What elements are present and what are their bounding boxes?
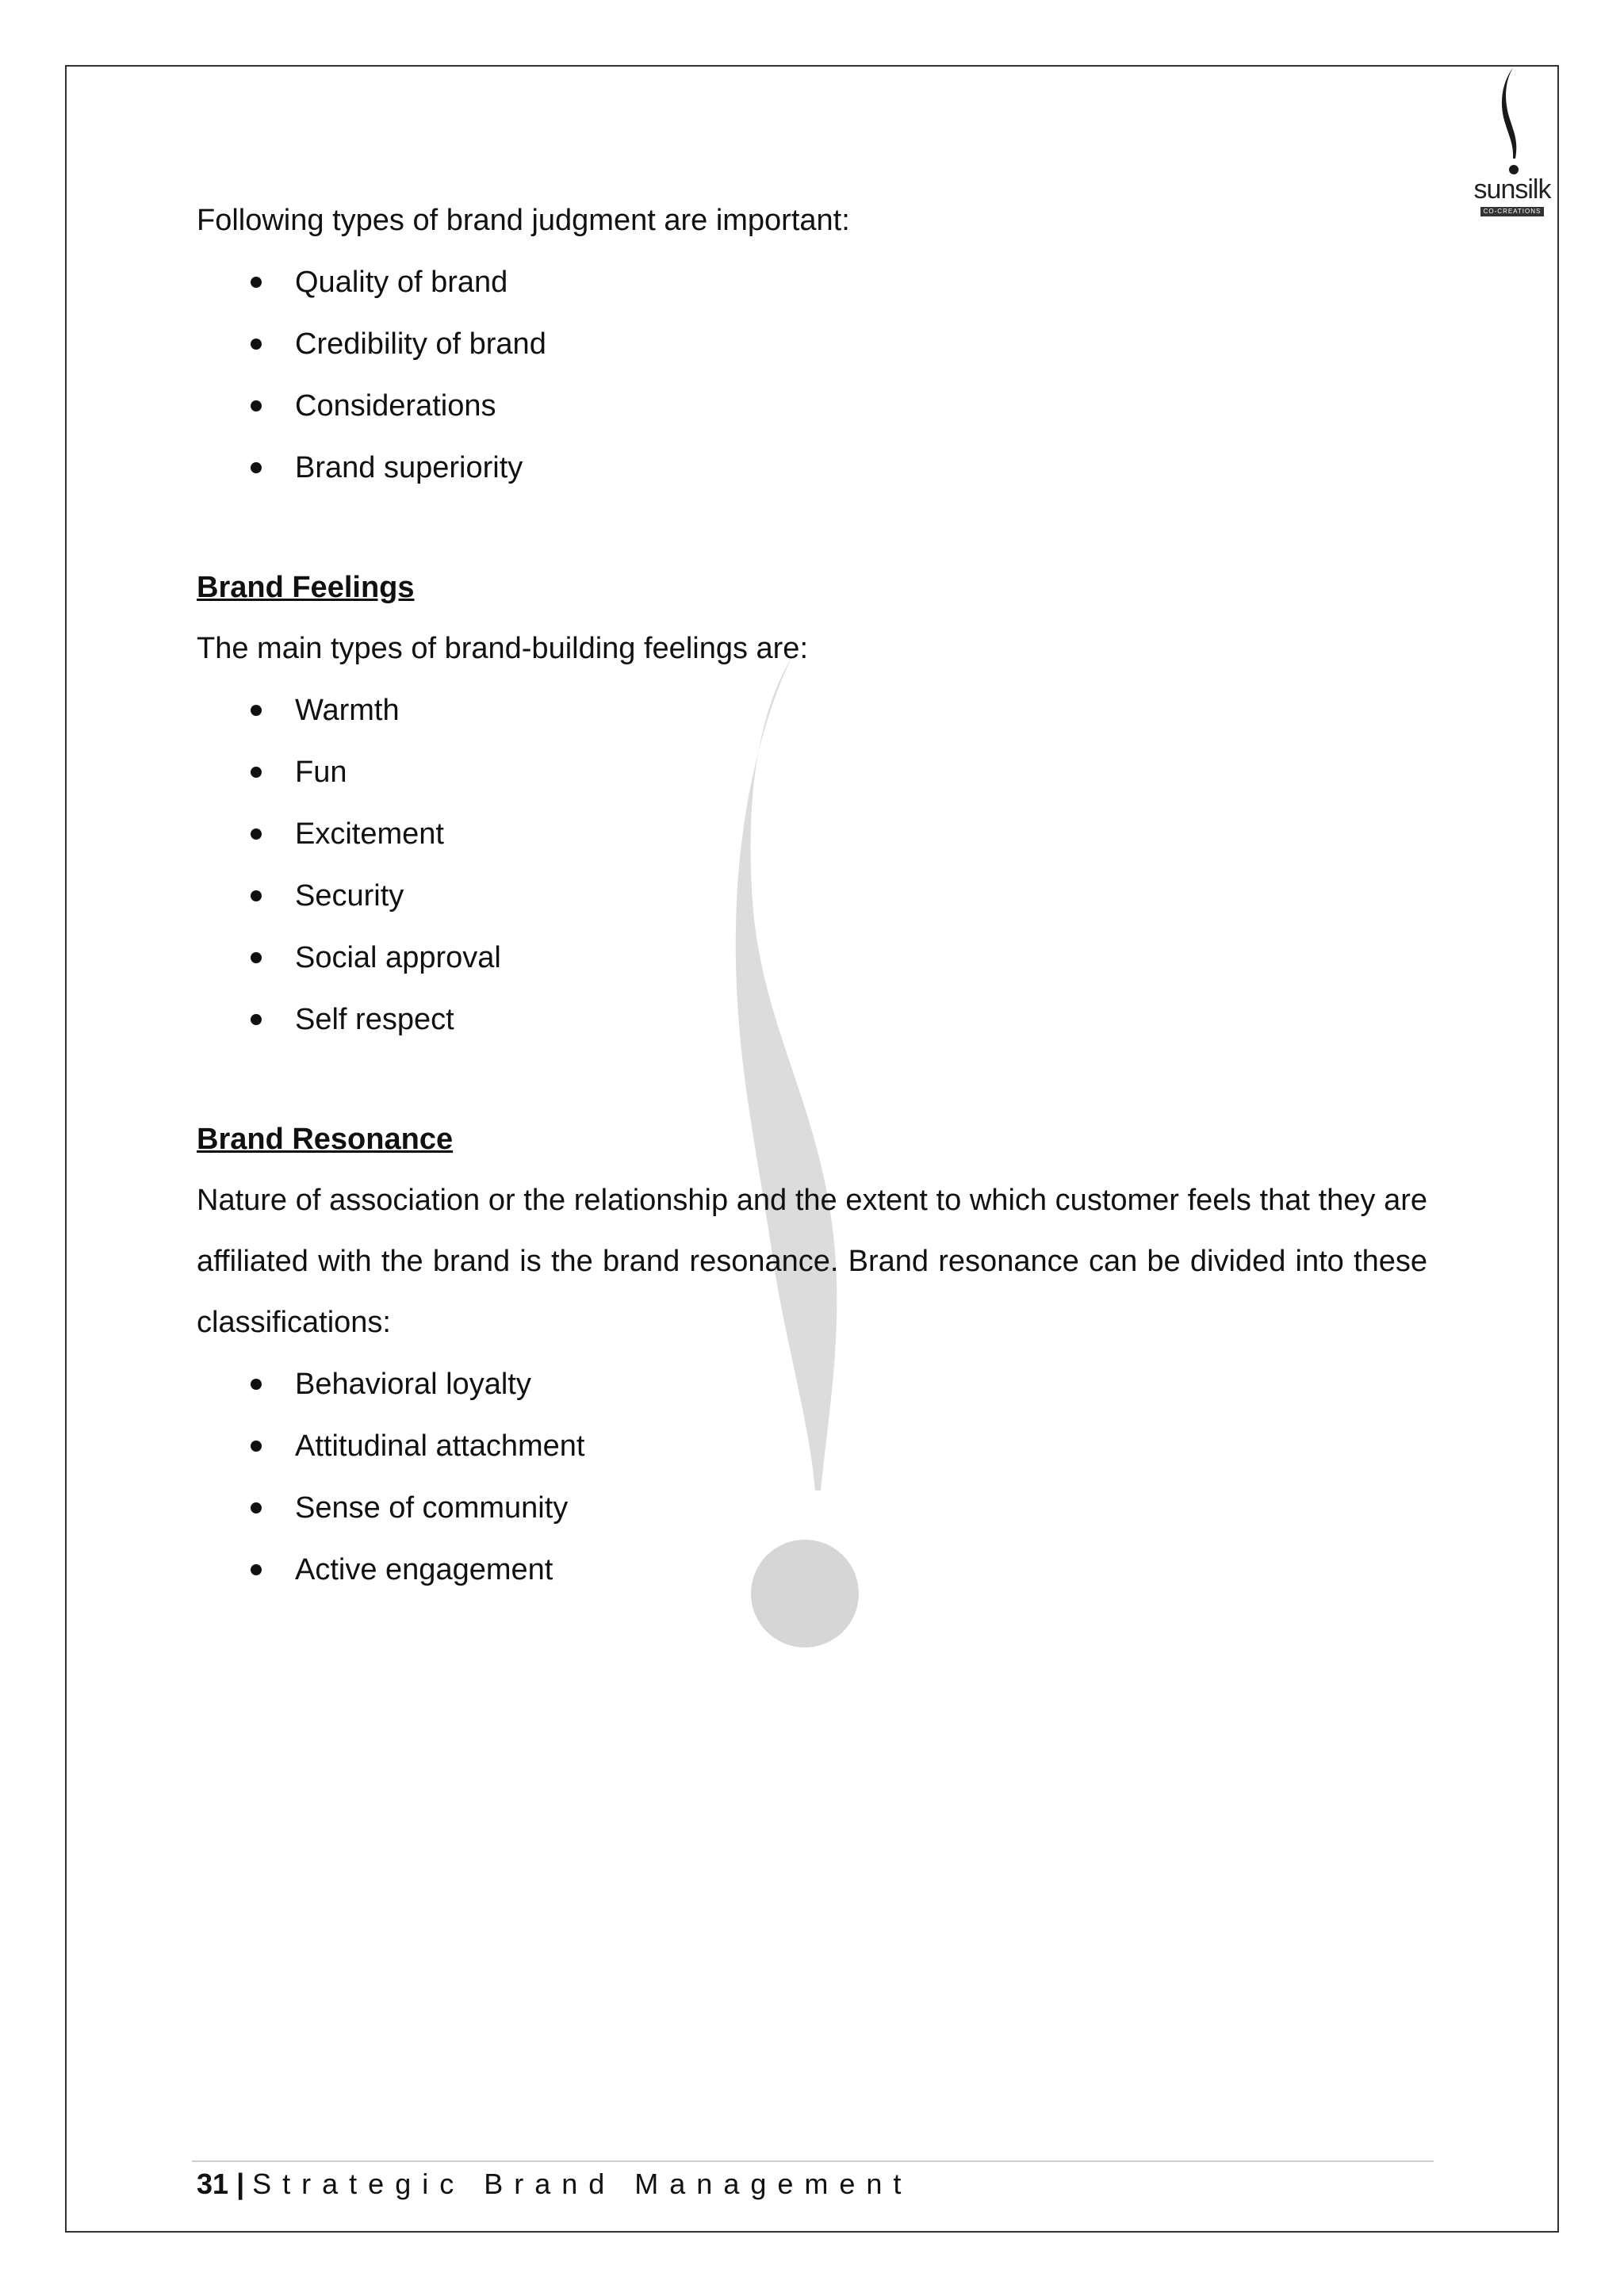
bullet-icon: [251, 705, 262, 716]
intro-text: Following types of brand judgment are important:: [197, 204, 850, 237]
list-item: Excitement: [197, 803, 1427, 865]
list-item: Quality of brand: [197, 251, 1427, 313]
list-item: Social approval: [197, 927, 1427, 989]
logo-wordmark: sunsilk: [1473, 174, 1551, 205]
footer-divider: [192, 2160, 1434, 2162]
bullet-icon: [251, 890, 262, 901]
page-footer: [197, 2164, 912, 2204]
bullet-icon: [251, 952, 262, 963]
list-item: Credibility of brand: [197, 313, 1427, 375]
list-item: Security: [197, 865, 1427, 927]
bullet-icon: [251, 339, 262, 350]
bullet-icon: [251, 1564, 262, 1575]
resonance-text: Nature of association or the relationship and the extent to which customer feels that they are affiliated with the brand is the brand resonance. Brand resonance can be divided into these classifications:: [197, 1184, 1427, 1339]
bullet-icon: [251, 277, 262, 288]
bullet-icon: [251, 1379, 262, 1390]
brand-resonance-heading: Brand Resonance: [197, 1123, 454, 1156]
footer-title: Strategic Brand Management: [252, 2168, 913, 2200]
feelings-text: The main types of brand-building feelings are:: [197, 632, 809, 665]
bullet-icon: [251, 1441, 262, 1452]
brand-feelings-heading: Brand Feelings: [197, 571, 415, 604]
logo-tagline: CO-CREATIONS: [1480, 207, 1545, 216]
list-item: Attitudinal attachment: [197, 1415, 1427, 1477]
bullet-icon: [251, 767, 262, 778]
list-item: Fun: [197, 741, 1427, 803]
list-item: Behavioral loyalty: [197, 1353, 1427, 1415]
list-item: Self respect: [197, 989, 1427, 1050]
feelings-list: [197, 679, 1427, 1050]
list-item: Active engagement: [197, 1539, 1427, 1601]
bullet-icon: [251, 1014, 262, 1025]
judgment-list: [197, 251, 1427, 499]
list-item: Sense of community: [197, 1477, 1427, 1539]
list-item: Warmth: [197, 679, 1427, 741]
list-item: Considerations: [197, 375, 1427, 437]
footer-separator: |: [236, 2168, 245, 2200]
document-body: [197, 190, 1427, 1601]
bullet-icon: [251, 462, 262, 473]
logo-exclamation-icon: [1496, 65, 1528, 176]
sunsilk-logo: [1465, 65, 1559, 247]
resonance-list: [197, 1353, 1427, 1601]
list-item: Brand superiority: [197, 437, 1427, 499]
page-number: 31: [197, 2168, 229, 2200]
bullet-icon: [251, 400, 262, 411]
bullet-icon: [251, 828, 262, 840]
bullet-icon: [251, 1502, 262, 1513]
